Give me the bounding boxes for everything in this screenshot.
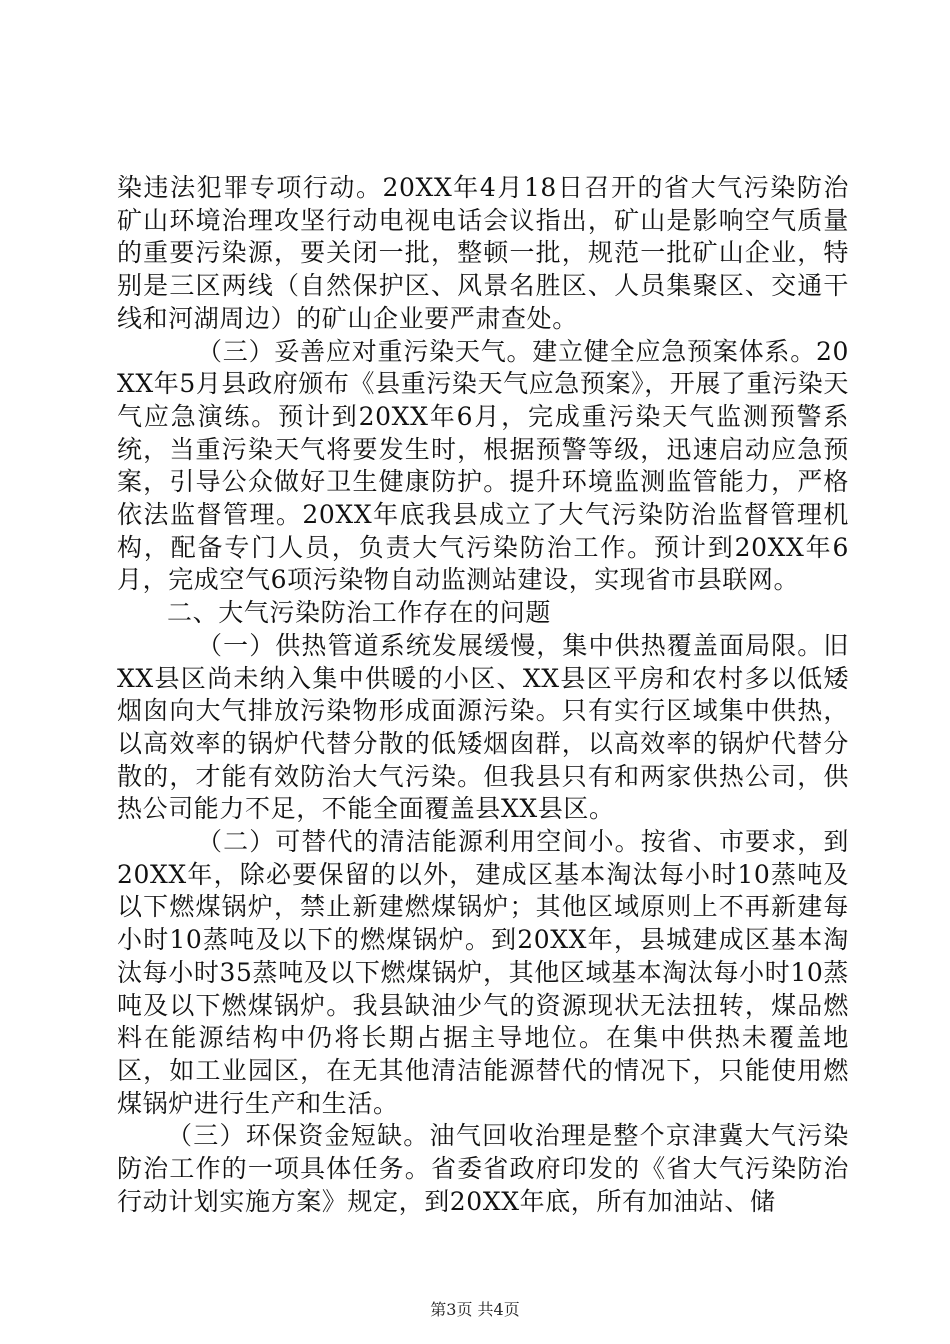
paragraph-problem-two: （二）可替代的清洁能源利用空间小。按省、市要求，到20XX年，除必要保留的以外，建成区基本淘汰每小时10蒸吨及以下燃煤锅炉，禁止新建燃煤锅炉；其他区域原则上不再新建每小时10蒸吨及以下的燃煤锅炉。到20XX年，县城建成区基本淘汰每小时35蒸吨及以下燃煤锅炉，其他区域基本淘汰每小时10蒸吨及以下燃煤锅炉。我县缺油少气的资源现状无法扭转，煤品燃料在能源结构中仍将长期占据主导地位。在集中供热未覆盖地区，如工业园区，在无其他清洁能源替代的情况下，只能使用燃煤锅炉进行生产和生活。	[117, 827, 849, 1118]
page-number-footer: 第3页 共4页	[430, 1300, 520, 1319]
section-heading-problems: 二、大气污染防治工作存在的问题	[167, 598, 552, 628]
paragraph-problem-one: （一）供热管道系统发展缓慢，集中供热覆盖面局限。旧XX县区尚未纳入集中供暖的小区、XX县区平房和农村多以低矮烟囱向大气排放污染物形成面源污染。只有实行区域集中供热，以高效率的锅炉代替分散的低矮烟囱群，以高效率的锅炉代替分散的，才能有效防治大气污染。但我县只有和两家供热公司，供热公司能力不足，不能全面覆盖县XX县区。	[117, 630, 849, 824]
paragraph-section-three: （三）妥善应对重污染天气。建立健全应急预案体系。20XX年5月县政府颁布《县重污染天气应急预案》，开展了重污染天气应急演练。预计到20XX年6月，完成重污染天气监测预警系统，当重污染天气将要发生时，根据预警等级，迅速启动应急预案，引导公众做好卫生健康防护。提升环境监测监管能力，严格依法监督管理。20XX年底我县成立了大气污染防治监督管理机构，配备专门人员，负责大气污染防治工作。预计到20XX年6月，完成空气6项污染物自动监测站建设，实现省市县联网。	[117, 336, 850, 595]
paragraph-continuation: 染违法犯罪专项行动。20XX年4月18日召开的省大气污染防治矿山环境治理攻坚行动电视电话会议指出，矿山是影响空气质量的重要污染源，要关闭一批，整顿一批，规范一批矿山企业，特别是三区两线（自然保护区、风景名胜区、人员集聚区、交通干线和河湖周边）的矿山企业要严肃查处。	[117, 173, 849, 333]
paragraph-problem-three: （三）环保资金短缺。油气回收治理是整个京津冀大气污染防治工作的一项具体任务。省委省政府印发的《省大气污染防治行动计划实施方案》规定，到20XX年底，所有加油站、储	[117, 1121, 849, 1216]
document-body	[117, 172, 849, 1219]
